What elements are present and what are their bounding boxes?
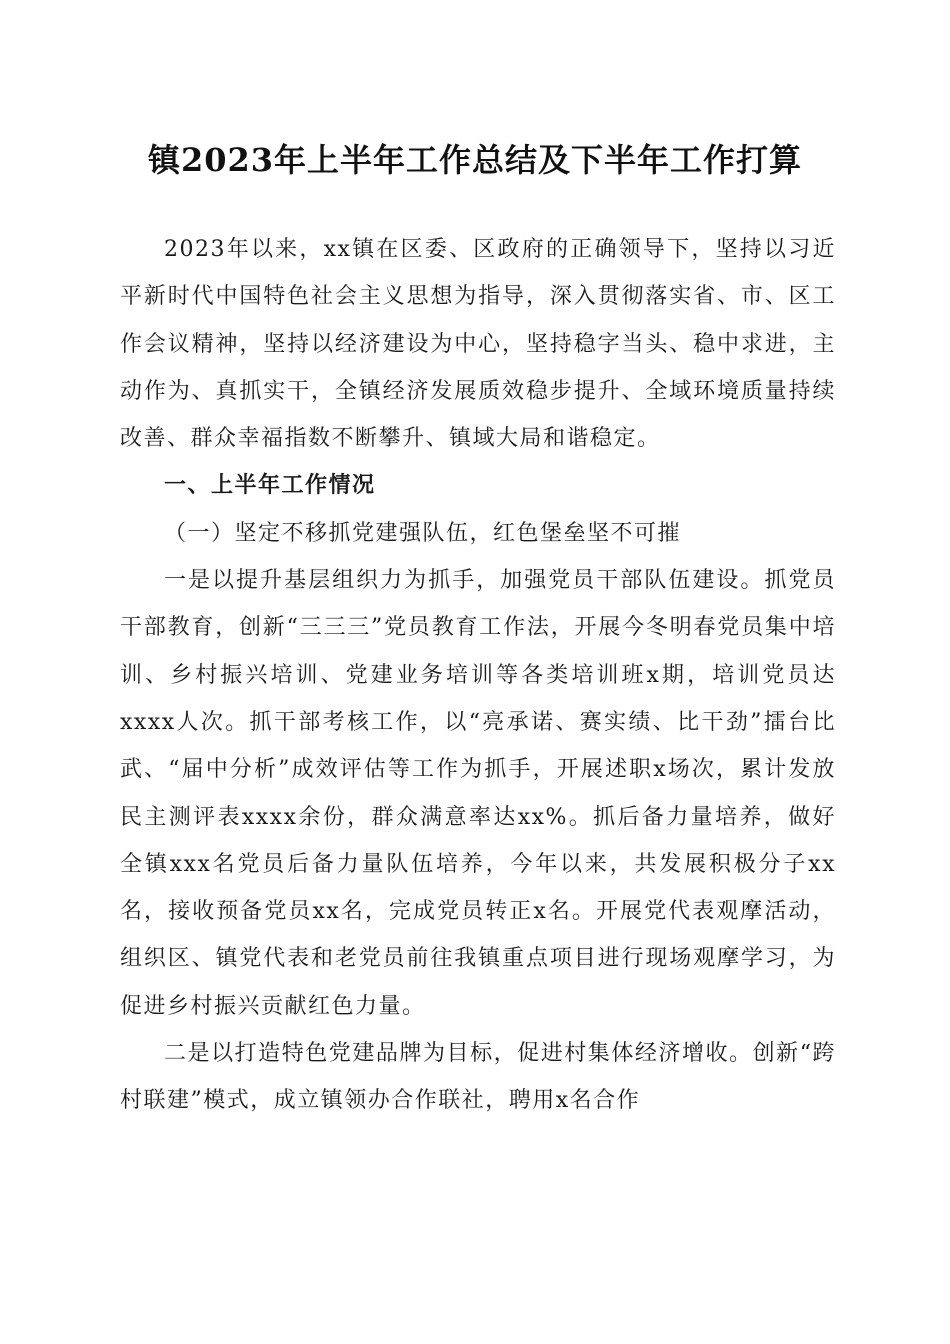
section-heading: 一、上半年工作情况 [164,473,376,499]
intro-paragraph: 2023年以来，xx镇在区委、区政府的正确领导下，坚持以习近平新时代中国特色社会主义思想为指导，深入贯彻落实省、市、区工作会议精神，坚持以经济建设为中心，坚持稳字当头、稳中求进，主动作为、真抓实干，全镇经济发展质效稳步提升、全域环境质量持续改善、群众幸福指数不断攀升、镇域大局和谐稳定。 [120,237,836,452]
paragraph-text: 抓党员干部教育，创新“三三三”党员教育工作法，开展今冬明春党员集中培训、乡村振兴培训、党建业务培训等各类培训班x期，培训党员达xxxx人次。抓干部考核工作，以“亮承诺、赛实绩、比干劲”擂台比武、“届中分析”成效评估等工作为抓手，开展述职x场次，累计发放民主测评表xxxx余份，群众满意率达xx%。抓后备力量培养，做好全镇xxx名党员后备力量队伍培养，今年以来，共发展积极分子xx名，接收预备党员xx名，完成党员转正x名。开展党代表观摩活动，组织区、镇党代表和老党员前往我镇重点项目进行现场观摩学习，为促进乡村振兴贡献红色力量。 [120,568,836,1019]
subsection-heading: （一）坚定不移抓党建强队伍，红色堡垒坚不可摧 [164,520,682,546]
paragraph-lead: 二是以打造特色党建品牌为目标，促进村集体经济增收。 [164,1041,753,1067]
body-paragraph-2 [120,1030,836,1125]
paragraph-text: 创新“跨村联建”模式，成立镇领办合作联社，聘用x名合作 [120,1041,836,1114]
document-body [120,226,836,1125]
document-title: 镇2023年上半年工作总结及下半年工作打算 [147,141,803,179]
body-paragraph-1 [120,557,836,1030]
paragraph-lead: 一是以提升基层组织力为抓手，加强党员干部队伍建设。 [164,568,765,594]
